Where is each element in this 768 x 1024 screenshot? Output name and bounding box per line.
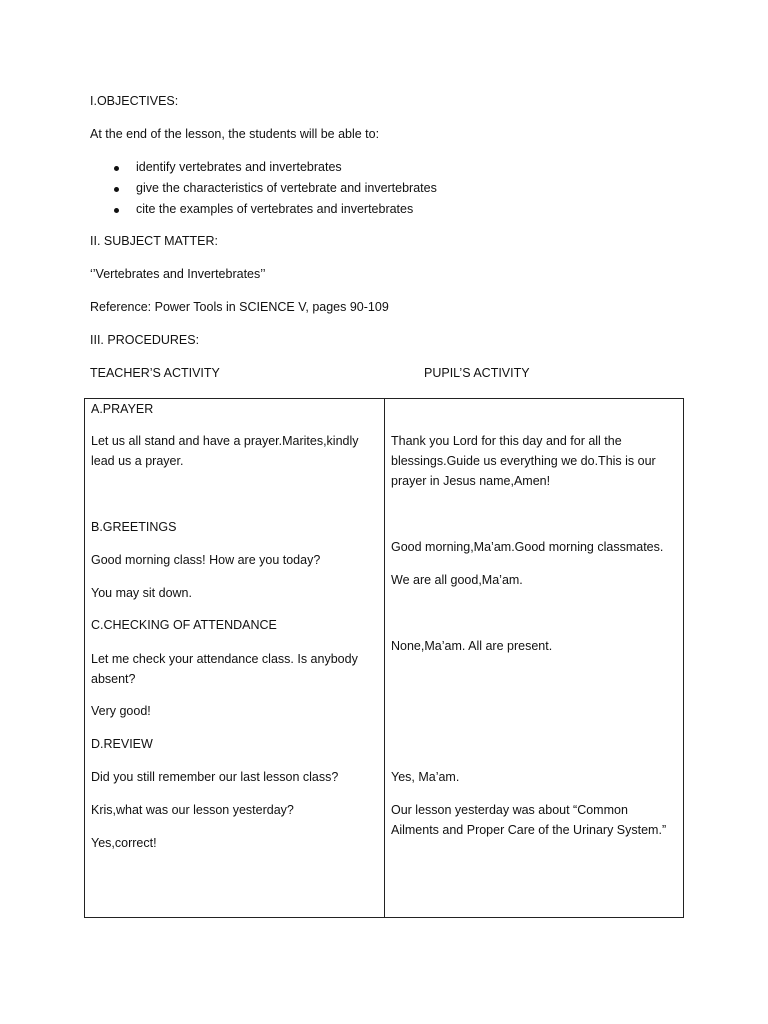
subject-topic: ‘’Vertebrates and Invertebrates’’ — [90, 267, 266, 281]
review-heading: D.REVIEW — [91, 737, 153, 751]
review-pupil-text: Yes, Ma’am. — [391, 770, 460, 784]
column-divider — [384, 399, 385, 917]
pupil-activity-label: PUPIL’S ACTIVITY — [424, 366, 530, 380]
greetings-heading: B.GREETINGS — [91, 520, 177, 534]
objective-text: give the characteristics of vertebrate and invertebrates — [136, 181, 437, 195]
lesson-table — [84, 398, 684, 918]
review-teacher-text: Yes,correct! — [91, 836, 157, 850]
review-teacher-text: Kris,what was our lesson yesterday? — [91, 803, 294, 817]
greetings-pupil-text: Good morning,Ma’am.Good morning classmates. — [391, 540, 664, 554]
objectives-heading: I.OBJECTIVES: — [90, 94, 179, 108]
subject-matter-heading: II. SUBJECT MATTER: — [90, 234, 219, 248]
review-pupil-text: Our lesson yesterday was about “Common Ailments and Proper Care of the Urinary System.” — [391, 803, 667, 837]
subject-reference: Reference: Power Tools in SCIENCE V, pages 90-109 — [90, 300, 389, 314]
prayer-heading: A.PRAYER — [91, 402, 154, 416]
greetings-teacher-text: You may sit down. — [91, 586, 192, 600]
objective-text: cite the examples of vertebrates and invertebrates — [136, 202, 414, 216]
attendance-pupil-text: None,Ma’am. All are present. — [391, 639, 553, 653]
procedures-heading: III. PROCEDURES: — [90, 333, 200, 347]
prayer-teacher-text: Let us all stand and have a prayer.Marites,kindly lead us a prayer. — [91, 434, 359, 468]
greetings-teacher-text: Good morning class! How are you today? — [91, 553, 321, 567]
attendance-heading: C.CHECKING OF ATTENDANCE — [91, 618, 277, 632]
review-teacher-text: Did you still remember our last lesson class? — [91, 770, 339, 784]
attendance-teacher-text: Very good! — [91, 704, 151, 718]
objectives-intro: At the end of the lesson, the students will be able to: — [90, 127, 380, 141]
prayer-pupil-text: Thank you Lord for this day and for all the blessings.Guide us everything we do.This is our prayer in Jesus name,Amen! — [391, 434, 656, 488]
attendance-teacher-text: Let me check your attendance class. Is anybody absent? — [91, 652, 358, 686]
greetings-pupil-text: We are all good,Ma’am. — [391, 573, 523, 587]
bullet-icon — [114, 187, 119, 192]
bullet-icon — [114, 208, 119, 213]
teacher-activity-label: TEACHER’S ACTIVITY — [90, 366, 220, 380]
objective-text: identify vertebrates and invertebrates — [136, 160, 342, 174]
bullet-icon — [114, 166, 119, 171]
